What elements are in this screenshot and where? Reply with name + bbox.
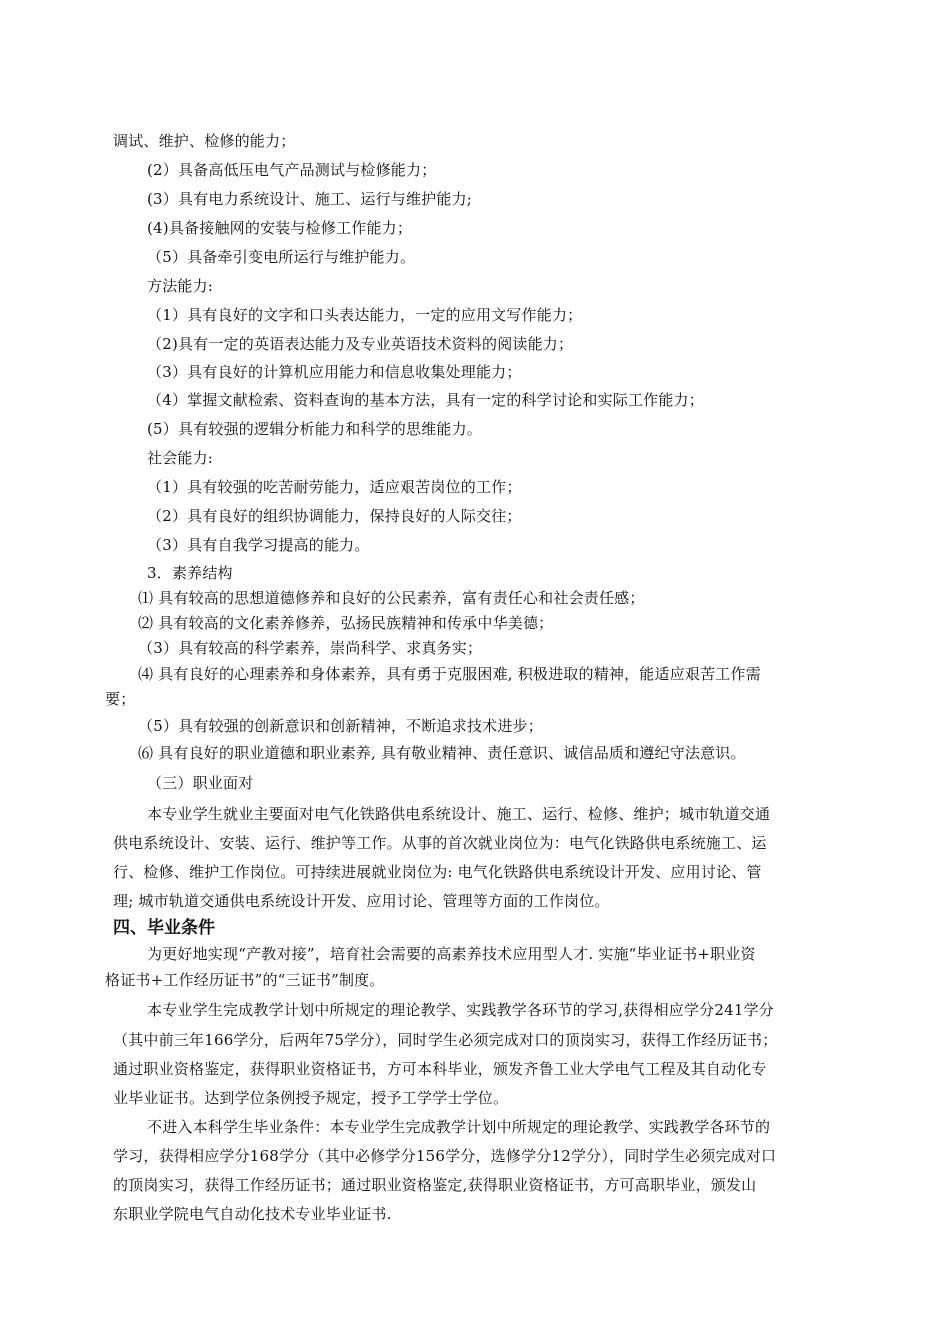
subsection-label: 方法能力: [147,277,214,295]
text-line: （5）具备牵引变电所运行与维护能力。 [147,248,416,266]
text-line: 东职业学院电气自动化技术专业毕业证书. [113,1205,392,1223]
text-line: (5）具有较强的逻辑分析能力和科学的思维能力。 [147,420,482,438]
text-line: （2)具有一定的英语表达能力及专业英语技术资料的阅读能力； [147,335,574,353]
text-line: 格证书+工作经历证书”的“三证书”制度。 [105,971,385,989]
subsection-label: 3．素养结构 [147,564,233,582]
text-line: （4）掌握文献检索、资料查询的基本方法，具有一定的科学讨论和实际工作能力； [147,391,704,409]
text-line: ⑴ 具有较高的思想道德修养和良好的公民素养，富有责任心和社会责任感； [138,589,645,607]
text-line: 供电系统设计、安装、运行、维护等工作。从事的首次就业岗位为：电气化铁路供电系统施工、运 [113,834,767,852]
text-line: 通过职业资格鉴定，获得职业资格证书，方可本科毕业，颁发齐鲁工业大学电气工程及其自动化专 [113,1060,767,1078]
text-line: （1）具有良好的文字和口头表达能力，一定的应用文写作能力； [147,306,583,324]
text-line: （3）具有良好的计算机应用能力和信息收集处理能力； [147,363,522,381]
text-line: （3）具有较高的科学素养，崇尚科学、求真务实； [138,639,483,657]
text-line: 本专业学生就业主要面对电气化铁路供电系统设计、施工、运行、检修、维护；城市轨道交通 [147,805,771,823]
text-line: (4)具备接触网的安装与检修工作能力； [147,219,413,237]
text-line: （3）具有自我学习提高的能力。 [147,536,370,554]
text-line: 理; 城市轨道交通供电系统设计开发、应用讨论、管理等方面的工作岗位。 [113,892,610,910]
text-line: ⑵ 具有较高的文化素养修养，弘扬民族精神和传承中华美德； [138,614,554,632]
text-line: 调试、维护、检修的能力； [113,132,296,150]
text-line: 行、检修、维护工作岗位。可持续进展就业岗位为: 电气化铁路供电系统设计开发、应用讨论、管 [113,863,762,881]
text-line: 要； [105,690,136,708]
text-line: （1）具有较强的吃苦耐劳能力，适应艰苦岗位的工作； [147,478,522,496]
text-line: ⑷ 具有良好的心理素养和身体素养，具有勇于克服困难, 积极进取的精神，能适应艰苦工作需 [138,665,761,683]
text-line: （5）具有较强的创新意识和创新精神，不断追求技术进步； [138,717,543,735]
text-line: （其中前三年166学分，后两年75学分），同时学生必须完成对口的顶岗实习，获得工作经历证书； [113,1031,778,1049]
text-line: 本专业学生完成教学计划中所规定的理论教学、实践教学各环节的学习,获得相应学分241学分 [147,1001,775,1019]
text-line: 为更好地实现“产教对接”，培育社会需要的高素养技术应用型人才. 实施“毕业证书+职业资 [147,945,756,963]
text-line: 的顶岗实习，获得工作经历证书；通过职业资格鉴定,获得职业资格证书，方可高职毕业，颁发山 [113,1176,757,1194]
subsection-label: （三）职业面对 [147,774,254,792]
text-line: （2）具有良好的组织协调能力，保持良好的人际交往； [147,507,522,525]
text-line: 不进入本科学生毕业条件：本专业学生完成教学计划中所规定的理论教学、实践教学各环节的 [147,1118,771,1136]
text-line: 业毕业证书。达到学位条例授予规定，授予工学学士学位。 [113,1089,509,1107]
text-line: (3）具有电力系统设计、施工、运行与维护能力; [147,190,473,208]
text-line: 学习，获得相应学分168学分（其中必修学分156学分，选修学分12学分），同时学生必须完成对口 [113,1147,777,1165]
text-line: ⑹ 具有良好的职业道德和职业素养, 具有敬业精神、责任意识、诚信品质和遵纪守法意识。 [138,744,746,762]
section-heading: 四、毕业条件 [113,918,215,938]
text-line: (2）具备高低压电气产品测试与检修能力； [147,161,437,179]
subsection-label: 社会能力: [147,449,214,467]
